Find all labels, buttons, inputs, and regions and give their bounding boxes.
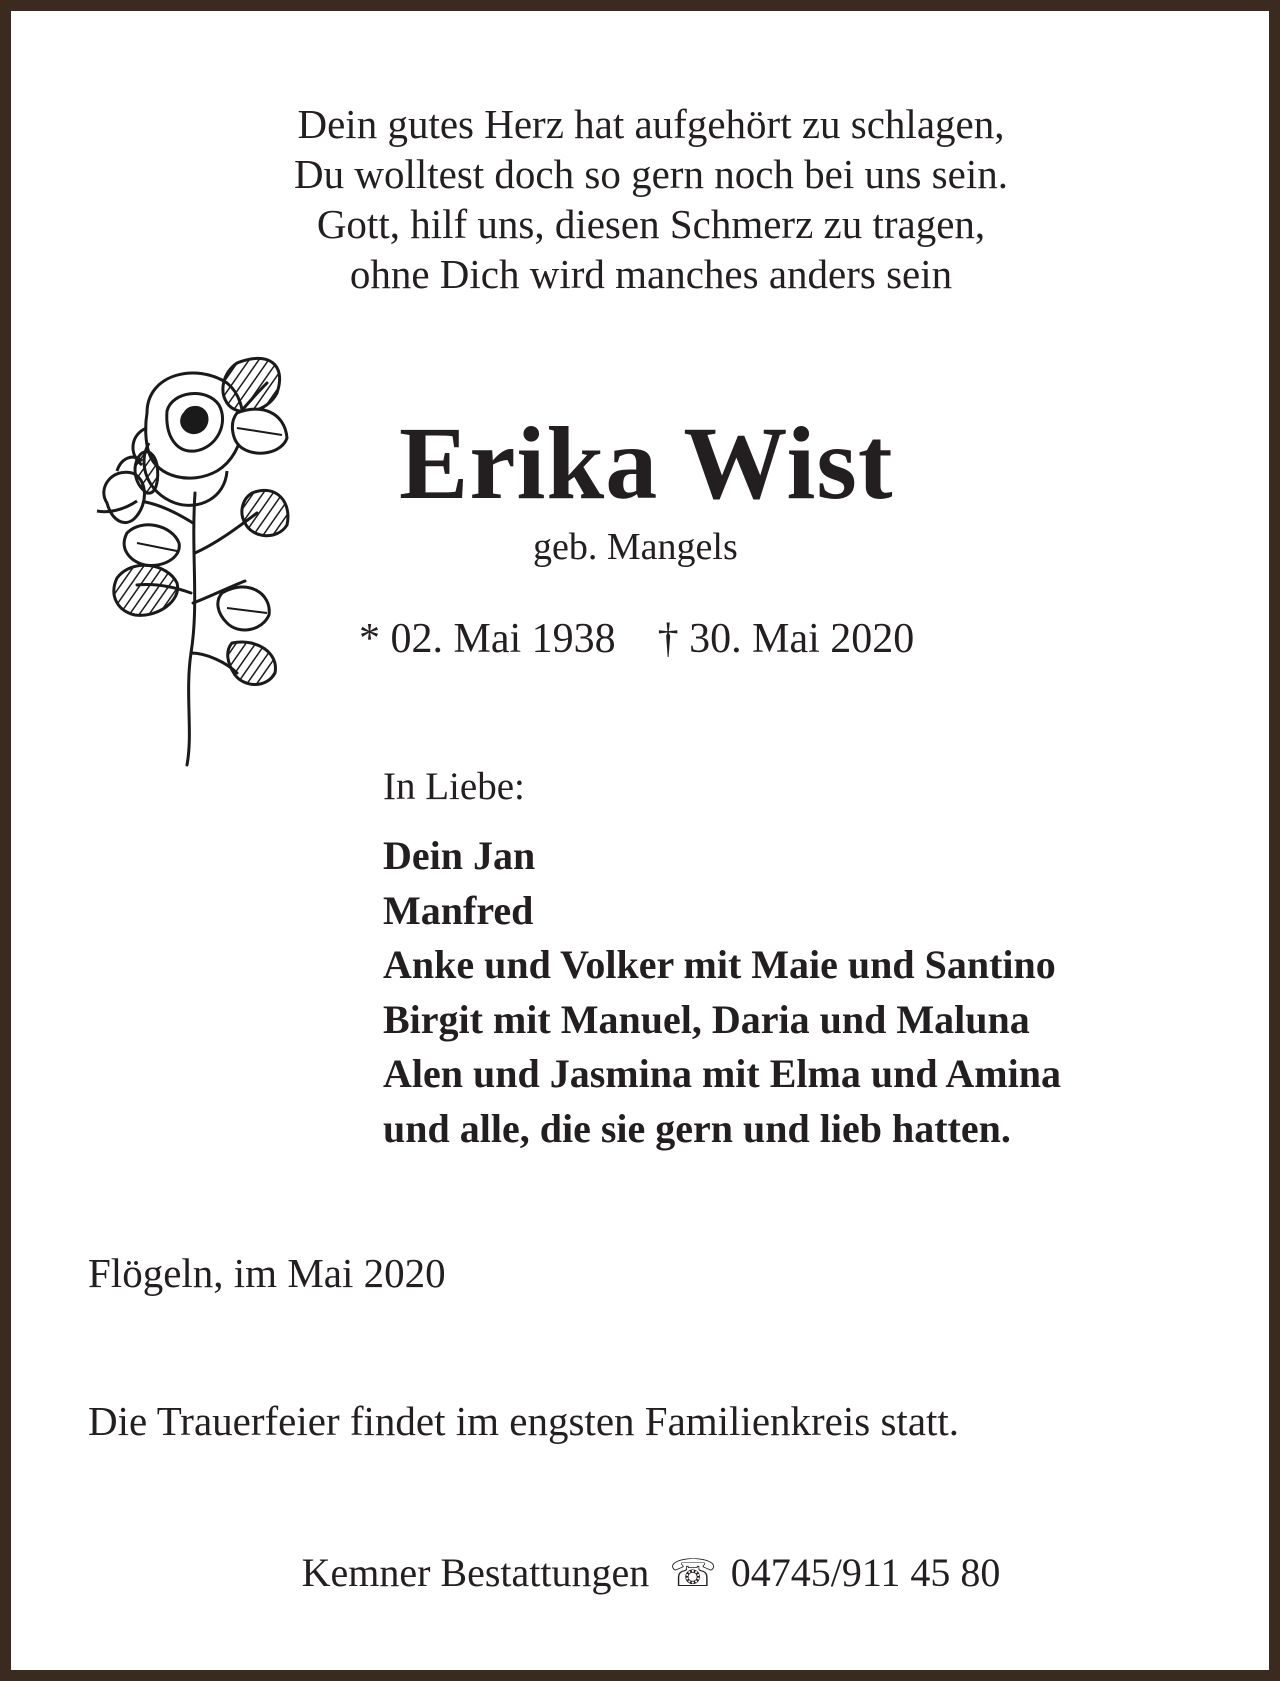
mourners-list xyxy=(383,829,1061,1156)
verse-line: Gott, hilf uns, diesen Schmerz zu tragen, xyxy=(316,201,986,247)
memorial-verse xyxy=(11,99,1280,299)
rose-illustration xyxy=(87,353,299,768)
mourner-line: und alle, die sie gern und lieb hatten. xyxy=(383,1105,1011,1151)
verse-line: Dein gutes Herz hat aufgehört zu schlagen, xyxy=(297,101,1005,147)
phone-icon: ☏ xyxy=(669,1551,717,1595)
in-love-label: In Liebe: xyxy=(383,765,525,808)
mourner-line: Dein Jan xyxy=(383,833,536,878)
maiden-name: geb. Mangels xyxy=(533,526,738,568)
undertaker-name: Kemner Bestattungen xyxy=(301,1550,650,1595)
death-date: † 30. Mai 2020 xyxy=(657,616,915,662)
undertaker-contact xyxy=(11,1549,1280,1597)
mourner-line: Birgit mit Manuel, Daria und Maluna xyxy=(383,996,1030,1042)
birth-date: * 02. Mai 1938 xyxy=(359,616,616,662)
undertaker-phone: 04745/911 45 80 xyxy=(730,1550,1001,1595)
service-note: Die Trauerfeier findet im engsten Familienkreis statt. xyxy=(88,1398,960,1444)
verse-line: Du wolltest doch so gern noch bei uns sein. xyxy=(294,151,1008,197)
place-date: Flögeln, im Mai 2020 xyxy=(88,1250,446,1296)
life-dates xyxy=(359,615,914,663)
deceased-name: Erika Wist xyxy=(399,406,894,521)
verse-line: ohne Dich wird manches anders sein xyxy=(349,251,953,297)
mourner-line: Anke und Volker mit Maie und Santino xyxy=(383,942,1056,987)
mourner-line: Manfred xyxy=(383,887,534,933)
mourner-line: Alen und Jasmina mit Elma und Amina xyxy=(383,1051,1061,1096)
